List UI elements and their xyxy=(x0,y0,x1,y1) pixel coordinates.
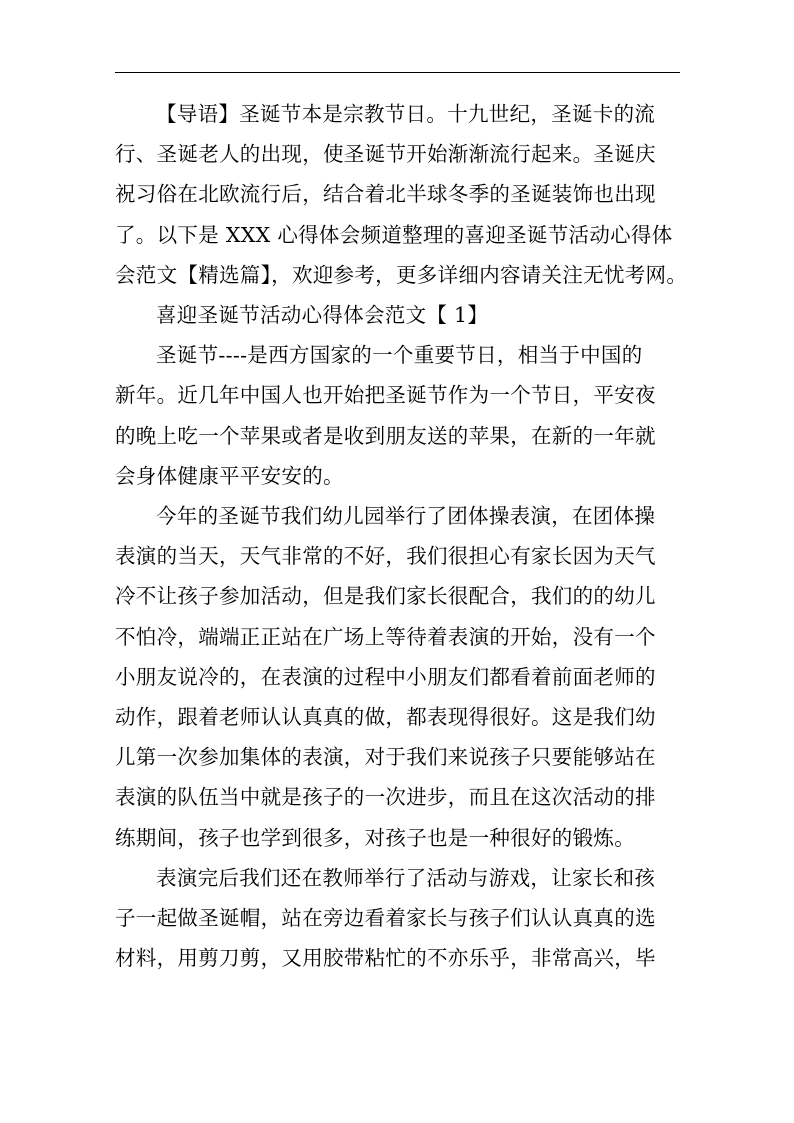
paragraph-3 xyxy=(115,858,680,979)
paragraph-intro xyxy=(115,94,688,295)
text-line: 圣诞节----是西方国家的一个重要节日，相当于中国的 xyxy=(156,343,643,368)
text-line: 今年的圣诞节我们幼儿园举行了团体操表演，在团体操 xyxy=(156,504,656,529)
text-line: 表演的队伍当中就是孩子的一次进步，而且在这次活动的排 xyxy=(115,785,656,810)
text-line: 的晚上吃一个苹果或者是收到朋友送的苹果，在新的一年就 xyxy=(115,423,656,448)
text-line: 祝习俗在北欧流行后，结合着北半球冬季的圣诞装饰也出现 xyxy=(115,182,656,207)
paragraph-1 xyxy=(115,335,680,496)
text-line: 练期间，孩子也学到很多，对孩子也是一种很好的锻炼。 xyxy=(115,825,635,850)
text-line: 材料，用剪刀剪，又用胶带粘忙的不亦乐乎，非常高兴，毕 xyxy=(115,946,656,971)
text-line: 冷不让孩子参加活动，但是我们家长很配合，我们的的幼儿 xyxy=(115,584,656,609)
text-line: 会身体健康平平安安的。 xyxy=(115,463,344,488)
text-line: 儿第一次参加集体的表演，对于我们来说孩子只要能够站在 xyxy=(115,745,656,770)
text-line: 小朋友说冷的，在表演的过程中小朋友们都看着前面老师的 xyxy=(115,664,656,689)
text-line: 表演完后我们还在教师举行了活动与游戏，让家长和孩 xyxy=(156,865,656,890)
text-line: 行、圣诞老人的出现，使圣诞节开始渐渐流行起来。圣诞庆 xyxy=(115,142,656,167)
header-rule xyxy=(115,72,680,73)
text-line: 不怕冷，端端正正站在广场上等待着表演的开始，没有一个 xyxy=(115,624,656,649)
text-line: 子一起做圣诞帽，站在旁边看着家长与孩子们认认真真的选 xyxy=(115,906,656,931)
text-line: 表演的当天，天气非常的不好，我们很担心有家长因为天气 xyxy=(115,544,656,569)
heading-text: 喜迎圣诞节活动心得体会范文【 1】 xyxy=(156,303,489,328)
text-line: 了。以下是 XXX 心得体会频道整理的喜迎圣诞节活动心得体 xyxy=(115,222,673,247)
text-line: 【导语】圣诞节本是宗教节日。十九世纪，圣诞卡的流 xyxy=(156,102,656,126)
text-line: 会范文【精选篇】，欢迎参考，更多详细内容请关注无忧考网。 xyxy=(115,262,688,287)
document-body xyxy=(115,94,688,978)
text-line: 新年。近几年中国人也开始把圣诞节作为一个节日，平安夜 xyxy=(115,383,656,408)
section-heading xyxy=(115,295,680,335)
paragraph-2 xyxy=(115,496,680,858)
text-line: 动作，跟着老师认认真真的做，都表现得很好。这是我们幼 xyxy=(115,705,656,730)
